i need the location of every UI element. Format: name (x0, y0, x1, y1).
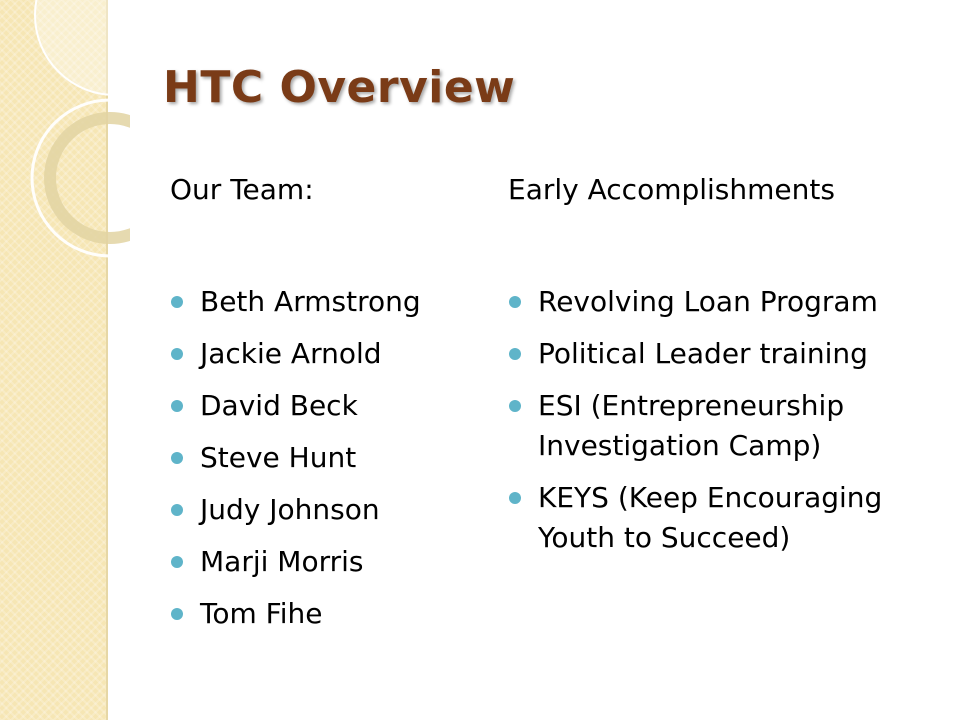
list-item (508, 334, 938, 374)
list-item (170, 386, 470, 426)
bullet-icon (171, 400, 183, 412)
list-item-text: Revolving Loan Program (538, 285, 878, 318)
accomplishments-heading: Early Accomplishments (508, 173, 835, 206)
bullet-icon (509, 348, 521, 360)
list-item (170, 334, 470, 374)
bullet-icon (171, 452, 183, 464)
slide-title: HTC Overview (163, 62, 516, 113)
list-item-text: Beth Armstrong (200, 285, 421, 318)
team-column (170, 170, 470, 646)
list-item-text: Marji Morris (200, 545, 364, 578)
bullet-icon (509, 296, 521, 308)
list-item (170, 438, 470, 478)
accomplishments-list (508, 282, 938, 558)
list-item (508, 478, 938, 558)
list-item (170, 490, 470, 530)
list-item-text: David Beck (200, 389, 358, 422)
list-item-text: KEYS (Keep Encouraging Youth to Succeed) (538, 481, 883, 554)
list-item (508, 386, 938, 466)
list-item-text: Political Leader training (538, 337, 868, 370)
list-item-text: ESI (Entrepreneurship Investigation Camp) (538, 389, 845, 462)
list-item-text: Steve Hunt (200, 441, 357, 474)
bullet-icon (509, 400, 521, 412)
circle-ornament (0, 0, 130, 260)
list-item (170, 594, 470, 634)
bullet-icon (171, 556, 183, 568)
bullet-icon (509, 492, 521, 504)
list-item (508, 282, 938, 322)
list-item-text: Jackie Arnold (200, 337, 382, 370)
team-heading: Our Team: (170, 173, 314, 206)
bullet-icon (171, 296, 183, 308)
bullet-icon (171, 348, 183, 360)
list-item (170, 282, 470, 322)
bullet-icon (171, 504, 183, 516)
team-list (170, 282, 470, 634)
list-item-text: Tom Fihe (200, 597, 323, 630)
accomplishments-column (508, 170, 938, 570)
list-item-text: Judy Johnson (200, 493, 380, 526)
bullet-icon (171, 608, 183, 620)
list-item (170, 542, 470, 582)
